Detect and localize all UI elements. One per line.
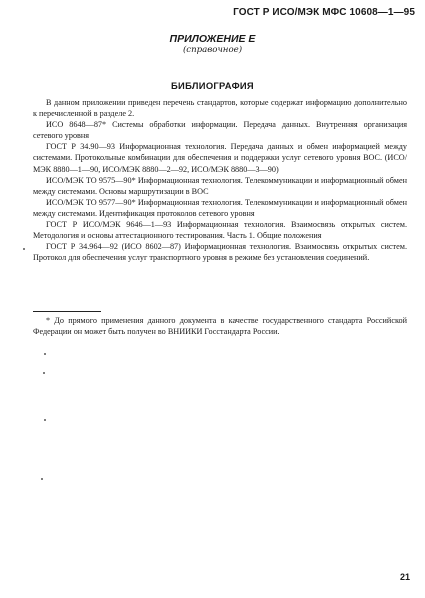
bibliography-entry: ГОСТ Р ИСО/МЭК 9646—1—93 Информационная технология. Взаимосвязь открытых систем. Методология и основы аттестационного тестирования. Часть 1. Общие положения	[33, 220, 407, 241]
bibliography-entry: ИСО/МЭК ТО 9575—90* Информационная технология. Телекоммуникации и информационный обмен между системами. Основы маршрутизации в ВОС	[33, 175, 407, 196]
section-title: БИБЛИОГРАФИЯ	[171, 80, 254, 91]
bibliography-entry: ИСО 8648—87* Системы обработки информации. Передача данных. Внутренняя организация сетевого уровня	[33, 120, 407, 141]
scan-speck	[23, 248, 25, 250]
scan-speck	[41, 478, 43, 480]
intro-paragraph: В данном приложении приведен перечень стандартов, которые содержат информацию дополнительно к перечисленной в разделе 2.	[33, 98, 407, 119]
footnote	[33, 315, 407, 337]
page-number: 21	[399, 572, 410, 582]
scan-speck	[44, 353, 46, 355]
appendix-title: ПРИЛОЖЕНИЕ Е	[169, 33, 256, 45]
bibliography-body	[33, 97, 407, 263]
scan-speck	[43, 372, 45, 374]
footnote-text: * До прямого применения данного документа в качестве государственного стандарта Российской Федерации он может быть получен во ВНИИКИ Госстандарта России.	[33, 316, 407, 337]
appendix-heading	[0, 33, 425, 56]
scan-speck	[44, 419, 46, 421]
running-header: ГОСТ Р ИСО/МЭК МФС 10608—1—95	[233, 7, 415, 18]
footnote-divider	[33, 311, 101, 312]
appendix-subtitle: (справочное)	[182, 45, 243, 55]
bibliography-entry: ИСО/МЭК ТО 9577—90* Информационная технология. Телекоммуникации и информационный обмен между системами. Идентификация протоколов сетевого уровня	[33, 197, 407, 218]
bibliography-entry: ГОСТ Р 34.90—93 Информационная технология. Передача данных и обмен информацией между системами. Протокольные комбинации для обеспечения и поддержки услуг сетевого уровня ВОС. (ИСО/МЭК 8880—1—90, ИСО/МЭК 8880—2—92, ИСО/МЭК 8880—3—90)	[33, 142, 407, 174]
bibliography-entry: ГОСТ Р 34.964—92 (ИСО 8602—87) Информационная технология. Взаимосвязь открытых систем. Протокол для обеспечения услуг транспортного уровня в режиме без установления соединений.	[33, 242, 407, 263]
